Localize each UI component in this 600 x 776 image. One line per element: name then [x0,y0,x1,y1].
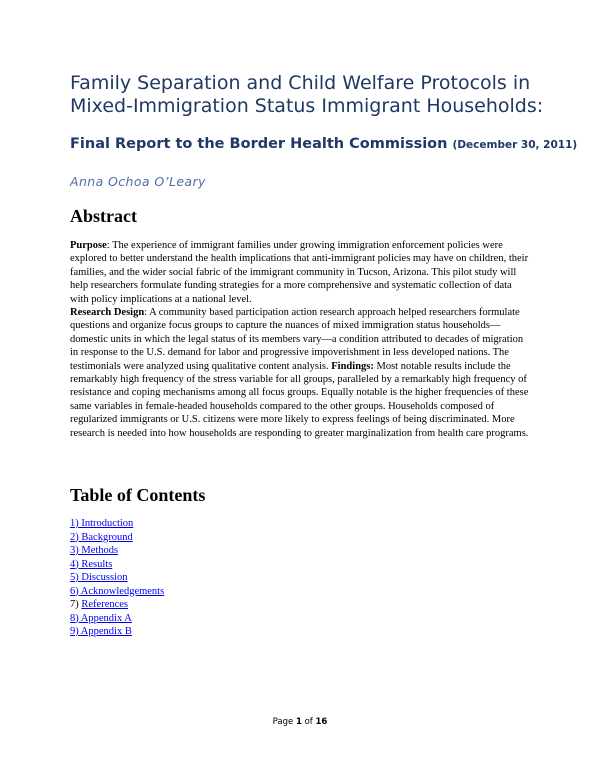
research-design-text: : A community based participation action research approach helped researchers formulate questions and organize focus groups to capture the nuances of mixed immigration status households—domestic units in which the legal status of its members vary—a condition attributed to decades of migration in response to the U.S. demand for labor and progressive impoverishment in less developed nations. The testimonials were analyzed using qualitative content analysis. [70,307,524,372]
toc-link-acknowledgements[interactable]: 6) Acknowledgements [70,585,165,597]
toc-link-appendix-a[interactable]: 8) Appendix A [70,612,132,624]
footer-total-pages: 16 [315,717,328,727]
toc-item [70,598,164,612]
toc-heading: Table of Contents [70,485,206,505]
toc-item [70,531,164,545]
purpose-text: : The experience of immigrant families under growing immigration enforcement policies were explored to better understand the health implications that anti-immigrant policies may have on children, their families, and the wider social fabric of the immigrant community in Tucson, Arizona. This pilot study will help researchers formulate funding strategies for a more comprehensive and systematic collection of data with policy implications at a national level. [70,240,529,305]
title-line-2: Mixed-Immigration Status Immigrant Households: [70,95,544,117]
report-title [70,72,570,118]
abstract-body [70,239,532,440]
subtitle-text: Final Report to the Border Health Commission [70,136,448,152]
research-design-label: Research Design [70,307,145,319]
toc-item [70,558,164,572]
page-footer [0,717,600,727]
findings-text: Most notable results include the remarkably high frequency of the stress variable for all groups, paralleled by a remarkably high frequency of resistance and coping mechanisms among all focus groups. Equally notable is the higher frequencies of these same variables in female-headed households compared to the other groups. Households composed of regularized immigrants or U.S. citizens were more likely to express feelings of being discriminated. More research is needed into how households are responding to greater marginalization from health care programs. [70,360,529,439]
footer-of-word: of [301,717,316,727]
toc-link-references[interactable]: References [81,599,129,610]
toc-item [70,517,164,531]
toc-item [70,544,164,558]
toc-link-results[interactable]: 4) Results [70,558,113,570]
footer-current-page: 1 [295,717,302,727]
toc-prefix-references: 7) [70,599,82,610]
subtitle-date: (December 30, 2011) [452,139,578,151]
toc-item [70,612,164,626]
toc-item [70,571,164,585]
toc-link-appendix-b[interactable]: 9) Appendix B [70,626,132,637]
title-line-1: Family Separation and Child Welfare Protocols in [70,72,531,94]
toc-link-methods[interactable]: 3) Methods [70,545,119,556]
author-name: Anna Ochoa O’Leary [70,174,206,189]
toc-link-background[interactable]: 2) Background [70,531,133,543]
table-of-contents [70,517,164,639]
purpose-label: Purpose [70,240,107,251]
report-subtitle [70,136,590,152]
findings-label: Findings: [331,360,374,372]
abstract-heading: Abstract [70,206,137,226]
toc-item [70,585,164,599]
toc-link-discussion[interactable]: 5) Discussion [70,572,128,583]
footer-page-word: Page [272,717,296,727]
toc-item [70,625,164,639]
toc-link-introduction[interactable]: 1) Introduction [70,518,134,529]
